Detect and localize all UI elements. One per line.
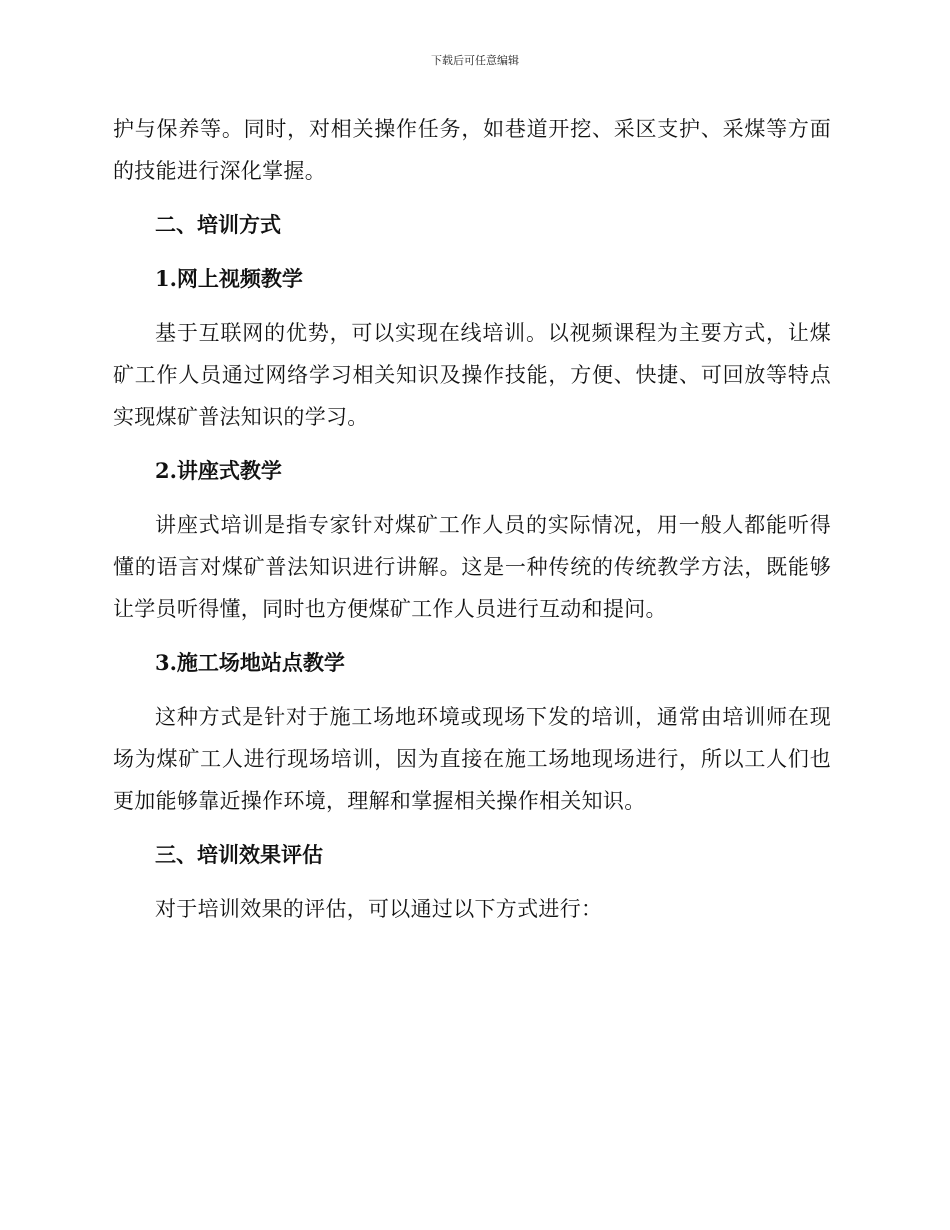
spacer (113, 822, 831, 834)
spacer (113, 192, 831, 204)
spacer (113, 492, 831, 504)
continued-paragraph: 护与保养等。同时，对相关操作任务，如巷道开挖、采区支护、采煤等方面的技能进行深化掌握。 (113, 117, 831, 183)
spacer (113, 876, 831, 888)
spacer (113, 684, 831, 696)
subheading-online-video: 1.网上视频教学 (155, 266, 303, 291)
section-heading-training-methods: 二、培训方式 (155, 212, 281, 237)
spacer (113, 630, 831, 642)
document-body (113, 108, 831, 930)
section-heading-evaluation: 三、培训效果评估 (155, 842, 323, 867)
spacer (113, 300, 831, 312)
subheading-site-teaching: 3.施工场地站点教学 (155, 650, 345, 675)
spacer (113, 438, 831, 450)
paragraph-online-video: 基于互联网的优势，可以实现在线培训。以视频课程为主要方式，让煤矿工作人员通过网络学习相关知识及操作技能，方便、快捷、可回放等特点实现煤矿普法知识的学习。 (113, 321, 831, 429)
page-header-note: 下载后可任意编辑 (431, 54, 519, 67)
paragraph-evaluation: 对于培训效果的评估，可以通过以下方式进行： (155, 897, 603, 921)
paragraph-lecture: 讲座式培训是指专家针对煤矿工作人员的实际情况，用一般人都能听得懂的语言对煤矿普法知识进行讲解。这是一种传统的传统教学方法，既能够让学员听得懂，同时也方便煤矿工作人员进行互动和提问。 (113, 513, 831, 621)
subheading-lecture: 2.讲座式教学 (155, 458, 282, 483)
paragraph-site-teaching: 这种方式是针对于施工场地环境或现场下发的培训，通常由培训师在现场为煤矿工人进行现场培训，因为直接在施工场地现场进行，所以工人们也更加能够靠近操作环境，理解和掌握相关操作相关知识。 (113, 705, 831, 813)
spacer (113, 246, 831, 258)
